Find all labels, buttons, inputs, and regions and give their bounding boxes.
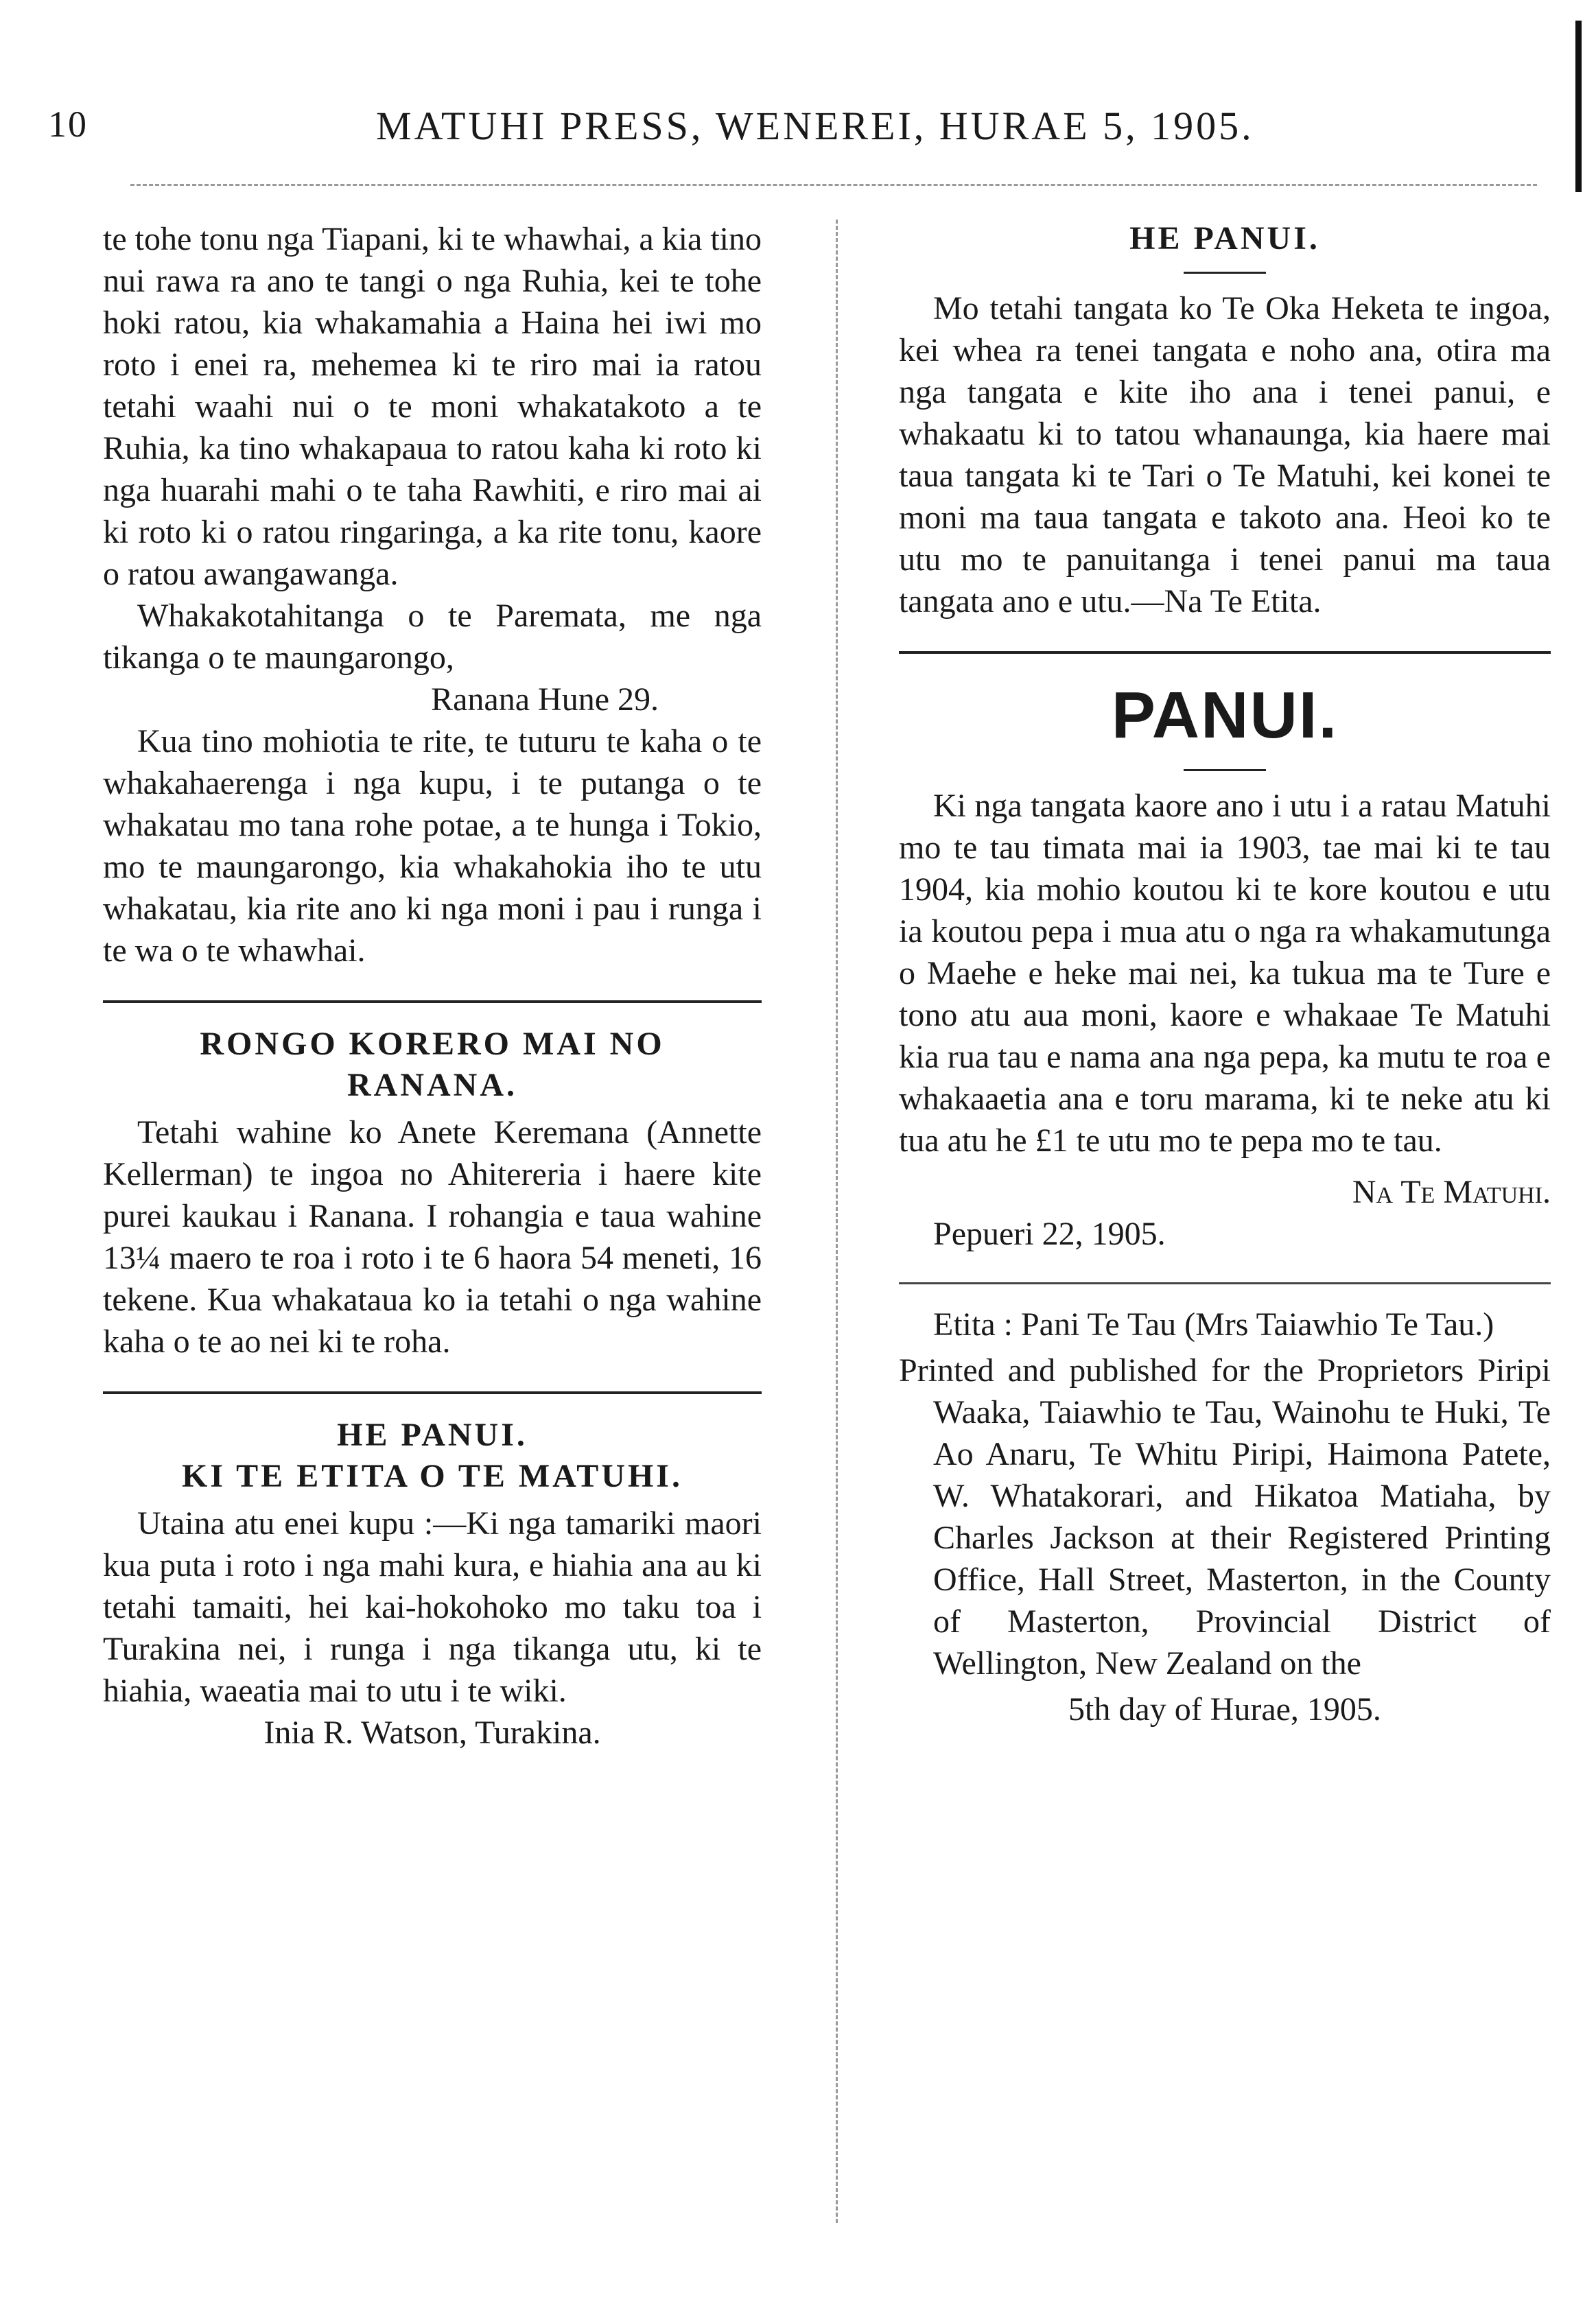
notice-date: Pepueri 22, 1905.: [933, 1216, 1166, 1252]
imprint-date: 5th day of Hurae, 1905.: [1068, 1691, 1381, 1728]
imprint: [899, 1304, 1551, 1730]
notice-heading: HE PANUI.: [1129, 220, 1320, 257]
column-divider: [836, 220, 838, 2223]
short-rule: [1184, 769, 1266, 771]
section-rule: [899, 1282, 1551, 1284]
article-body: Utaina atu enei kupu :—Ki nga tamariki maori kua puta i roto i nga mahi kura, e hiahia ana au ki tetahi tamaiti, hei kai-hokohoko mo taku toa i Turakina nei, i runga i nga tikanga utu, ki te hiahia, waeatia mai to utu i te wiki.: [103, 1505, 762, 1709]
notice-body: Ki nga tangata kaore ano i utu i a ratau Matuhi mo te tau timata mai ia 1903, tae mai ki te tau 1904, kia mohio koutou ki te kore koutou e utu ia koutou pepa i mua atu o nga ra whakamutunga o Maehe e heke mai nei, ka tukua ma te Ture e tono atu aua moni, kaore e whakaae Te Matuhi kia rua tau e nama ana nga pepa, ka mutu te roa e whakaaetia ana e toru marama, ki te neke atu ki tua atu he £1 te utu mo te pepa mo te tau.: [899, 788, 1551, 1159]
editor-line: Etita : Pani Te Tau (Mrs Taiawhio Te Tau.): [933, 1306, 1494, 1343]
running-title: MATUHI PRESS, WENEREI, HURAE 5, 1905.: [376, 104, 1254, 148]
notice-heading: PANUI.: [1111, 679, 1339, 752]
article-heading: KI TE ETITA O TE MATUHI.: [182, 1458, 683, 1494]
page-edge-bar: [1575, 21, 1582, 192]
notice-subscriptions: [899, 674, 1551, 1255]
left-column: [103, 218, 762, 1754]
article-paragraph: Kua tino mohiotia te rite, te tuturu te kaha o te whakahaerenga i nga kupu, i te putanga o te whakatau mo tana rohe potae, a te hunga i Tokio, mo te maungarongo, kia whakahokia iho te utu whakatau, kia rite ano ki nga moni i pau i runga i te wa o te whawhai.: [103, 723, 762, 969]
article-heading: HE PANUI.: [337, 1417, 528, 1453]
article-heading: RONGO KORERO MAI NO: [200, 1026, 665, 1062]
article-body: Tetahi wahine ko Anete Keremana (Annette Kellerman) te ingoa no Ahitereria i haere kite purei kaukau i Ranana. I rohangia e taua wahine 13¼ maero te roa i roto i te 6 haora 54 meneti, 16 tekene. Kua whakataua ko ia tetahi o nga wahine kaha o te ao nei ki te roha.: [103, 1114, 762, 1360]
imprint-text: Printed and published for the Proprietors Piripi Waaka, Taiawhio te Tau, Wainohu te Huki, Te Ao Anaru, Te Whitu Piripi, Haimona Patete, W. Whatakorari, and Hikatoa Matiaha, by Charles Jackson at their Registered Printing Office, Hall Street, Masterton, in the County of Masterton, Provincial District of Wellington, New Zealand on the: [899, 1352, 1551, 1682]
article-letter-to-editor: [103, 1415, 762, 1754]
section-rule: [103, 1391, 762, 1394]
section-rule: [899, 651, 1551, 654]
right-column: [899, 218, 1551, 1730]
notice-body: Mo tetahi tangata ko Te Oka Heketa te ingoa, kei whea ra tenei tangata e noho ana, otira ma nga tangata e kite iho ana i tenei panui, e whakaatu ki to tatou whanaunga, kia haere mai taua tangata ki te Tari o Te Matuhi, kei konei te moni ma taua tangata e takoto ana. Heoi ko te utu mo te panuitanga i tenei panui ma taua tangata ano e utu.—Na Te Etita.: [899, 290, 1551, 620]
article-japan-russia: [103, 218, 762, 971]
masthead: [48, 103, 1558, 165]
signature: Inia R. Watson, Turakina.: [263, 1715, 601, 1751]
notice-missing-person: [899, 218, 1551, 622]
signature: Na Te Matuhi.: [1352, 1174, 1551, 1210]
section-rule: [103, 1000, 762, 1003]
article-paragraph: Whakakotahitanga o te Paremata, me nga tikanga o te maungarongo,: [103, 598, 762, 676]
dateline: Ranana Hune 29.: [431, 681, 659, 718]
article-paragraph: te tohe tonu nga Tiapani, ki te whawhai, a kia tino nui rawa ra ano te tangi o nga Ruhia, kei te tohe hoki ratou, kia whakamahia a Haina hei iwi mo roto i enei ra, mehemea ki te riro mai ia ratou tetahi waahi nui o te moni whakatakoto a te Ruhia, ka tino whakapaua to ratou kaha ki roto ki nga huarahi mahi o te taha Rawhiti, e riro mai ai ki roto ki o ratou ringaringa, a ka rite tonu, kaore o ratou awangawanga.: [103, 221, 762, 592]
page-number: 10: [48, 104, 88, 145]
article-heading: RANANA.: [347, 1067, 517, 1103]
article-london-news: [103, 1024, 762, 1363]
masthead-rule: [130, 184, 1537, 186]
short-rule: [1184, 272, 1266, 274]
